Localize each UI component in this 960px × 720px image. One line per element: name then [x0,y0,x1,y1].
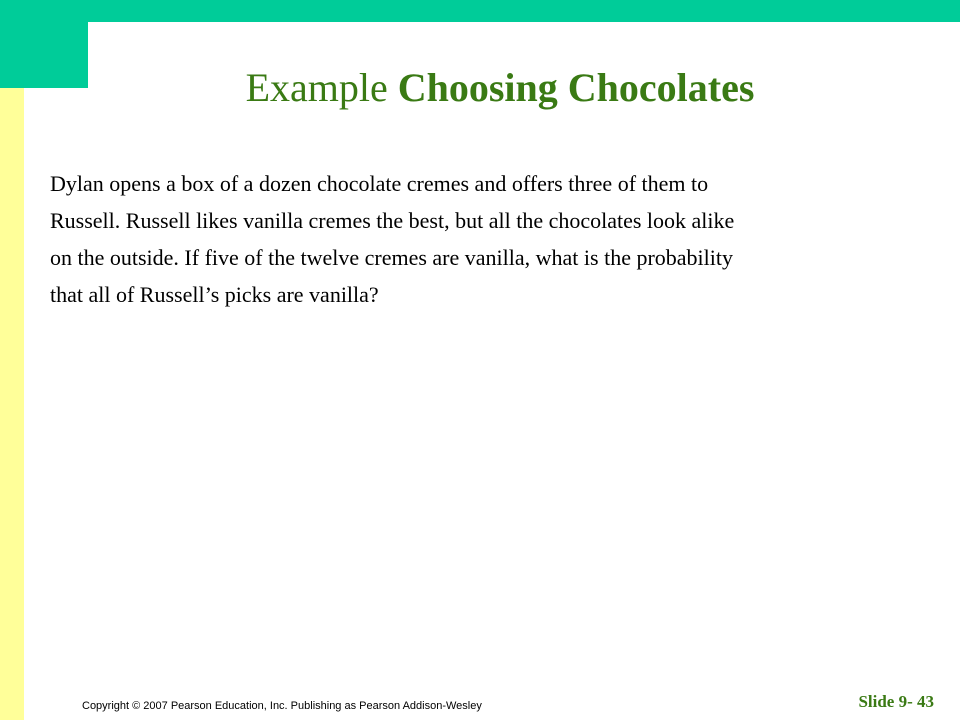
body-line: Dylan opens a box of a dozen chocolate cremes and offers three of them to [50,171,709,196]
body-line: Russell. Russell likes vanilla cremes the best, but all the chocolates look alike [50,208,735,233]
slide-body [50,165,890,313]
left-accent-bar [0,88,24,720]
slide-title-prefix: Example [245,65,398,110]
slide-title-bold: Choosing Chocolates [397,65,755,110]
slide-title [0,58,960,118]
body-line: that all of Russell’s picks are vanilla? [50,282,379,307]
footer-copyright: Copyright © 2007 Pearson Education, Inc. Publishing as Pearson Addison-Wesley [82,700,482,712]
body-line: on the outside. If five of the twelve cremes are vanilla, what is the probability [50,245,733,270]
slide-number: Slide 9- 43 [858,692,934,711]
top-accent-bar [0,0,960,22]
